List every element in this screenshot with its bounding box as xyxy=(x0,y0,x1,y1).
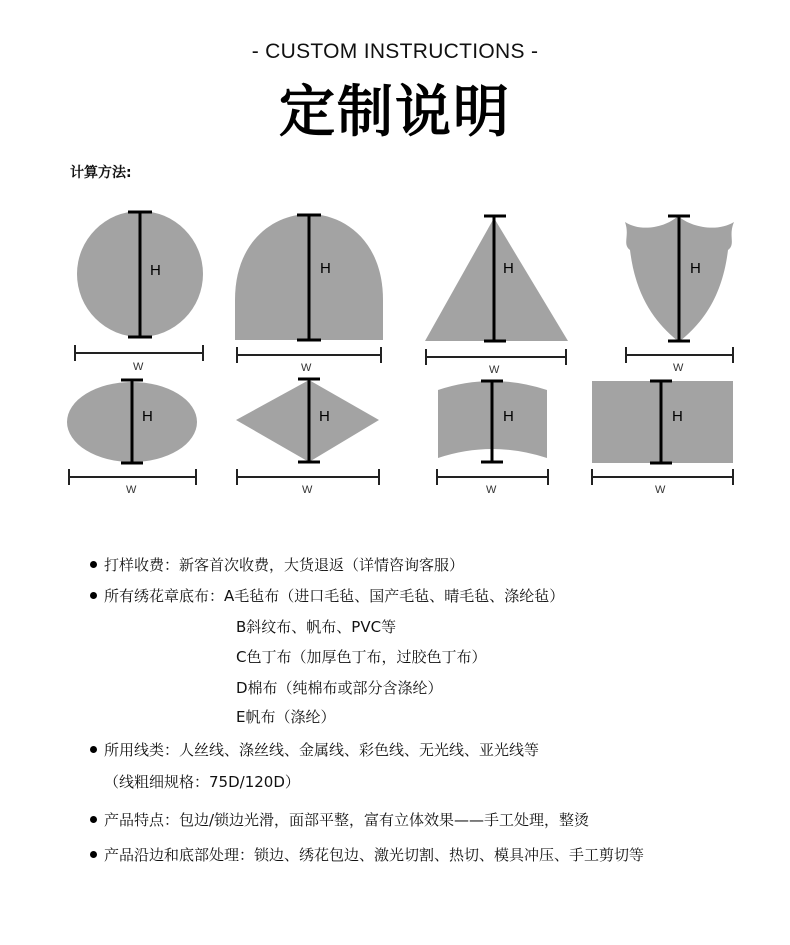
diamond-shape-measure xyxy=(236,379,379,496)
svg-text:H: H xyxy=(690,260,701,277)
page-title: 定制说明 xyxy=(279,80,511,145)
edge-processing-note: 产品沿边和底部处理：锁边、绣花包边、激光切割、热切、模具冲压、手工剪切等 xyxy=(104,846,645,864)
fabric-d-note: D棉布（纯棉布或部分含涤纶） xyxy=(236,679,443,697)
svg-text:W: W xyxy=(489,364,500,376)
shield-shape-measure xyxy=(625,216,734,374)
fabric-b-note: B斜纹布、帆布、PVC等 xyxy=(236,618,397,636)
curved-banner-shape-measure xyxy=(437,381,548,496)
svg-text:W: W xyxy=(673,362,684,374)
svg-text:W: W xyxy=(301,362,312,374)
ellipse-shape-measure xyxy=(67,380,197,496)
features-note: 产品特点：包边/锁边光滑，面部平整，富有立体效果——手工处理，整烫 xyxy=(104,811,590,829)
bullet-icon xyxy=(90,816,97,823)
rectangle-shape-measure xyxy=(592,381,733,496)
fabric-c-note: C色丁布（加厚色丁布，过胶色丁布） xyxy=(236,648,487,666)
height-label: H xyxy=(150,262,161,279)
width-label: W xyxy=(133,361,144,373)
base-fabric-note: 所有绣花章底布：A毛毡布（进口毛毡、国产毛毡、晴毛毡、涤纶毡） xyxy=(104,587,565,605)
sample-fee-note: 打样收费：新客首次收费，大货退返（详情咨询客服） xyxy=(104,556,465,574)
svg-text:H: H xyxy=(503,260,514,277)
svg-text:W: W xyxy=(486,484,497,496)
svg-text:W: W xyxy=(302,484,313,496)
svg-text:H: H xyxy=(503,408,514,425)
bullet-icon xyxy=(90,851,97,858)
calculation-method-label: 计算方法: xyxy=(70,165,132,181)
svg-text:H: H xyxy=(672,408,683,425)
svg-text:W: W xyxy=(126,484,137,496)
bullet-icon xyxy=(90,592,97,599)
bullet-icon xyxy=(90,561,97,568)
svg-text:H: H xyxy=(142,408,153,425)
triangle-icon xyxy=(425,218,568,341)
triangle-shape-measure xyxy=(425,216,568,376)
bullet-icon xyxy=(90,746,97,753)
thread-spec-note: （线粗细规格：75D/120D） xyxy=(104,773,300,791)
measurement-diagram xyxy=(0,195,790,505)
arch-shape-measure xyxy=(235,214,383,374)
circle-shape-measure xyxy=(75,211,203,373)
svg-text:H: H xyxy=(319,408,330,425)
threads-note: 所用线类：人丝线、涤丝线、金属线、彩色线、无光线、亚光线等 xyxy=(104,741,540,759)
svg-text:H: H xyxy=(320,260,331,277)
fabric-e-note: E帆布（涤纶） xyxy=(236,708,336,726)
subtitle: - CUSTOM INSTRUCTIONS - xyxy=(251,40,539,63)
svg-text:W: W xyxy=(655,484,666,496)
